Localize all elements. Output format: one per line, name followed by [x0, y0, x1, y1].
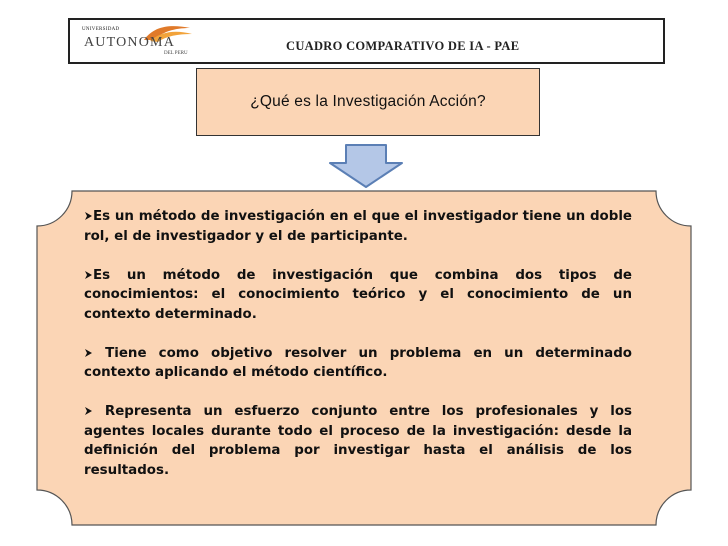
list-item [84, 207, 632, 246]
logo-top-text: UNIVERSIDAD [82, 27, 120, 32]
arrow-bullet-icon [84, 211, 93, 221]
arrow-bullet-icon [84, 348, 93, 358]
bullet-text: Representa un esfuerzo conjunto entre los profesionales y los agentes locales durante todo el proceso de la investigación: desde la definición del problema por investigar hasta el análisis de los resultados. [84, 404, 632, 478]
arrow-bullet-icon [84, 406, 93, 416]
down-arrow-icon [328, 143, 404, 189]
list-item [84, 266, 632, 325]
header-banner [68, 18, 665, 64]
document-title: CUADRO COMPARATIVO DE IA - PAE [286, 39, 520, 53]
logo-sub-text: DEL PERU [164, 51, 188, 56]
definition-list [84, 207, 632, 500]
bullet-text: Es un método de investigación en el que el investigador tiene un doble rol, el de investigador y el de participante. [84, 209, 632, 244]
list-item [84, 344, 632, 383]
question-box [196, 68, 540, 136]
university-logo [78, 22, 208, 58]
arrow-bullet-icon [84, 270, 93, 280]
question-heading: ¿Qué es la Investigación Acción? [250, 93, 486, 110]
bullet-text: Tiene como objetivo resolver un problema en un determinado contexto aplicando el método científico. [84, 345, 632, 380]
list-item [84, 402, 632, 480]
logo-main-text: AUTONOMA [84, 35, 176, 50]
bullet-text: Es un método de investigación que combina dos tipos de conocimientos: el conocimiento teórico y el conocimiento de un contexto determinado. [84, 267, 632, 322]
